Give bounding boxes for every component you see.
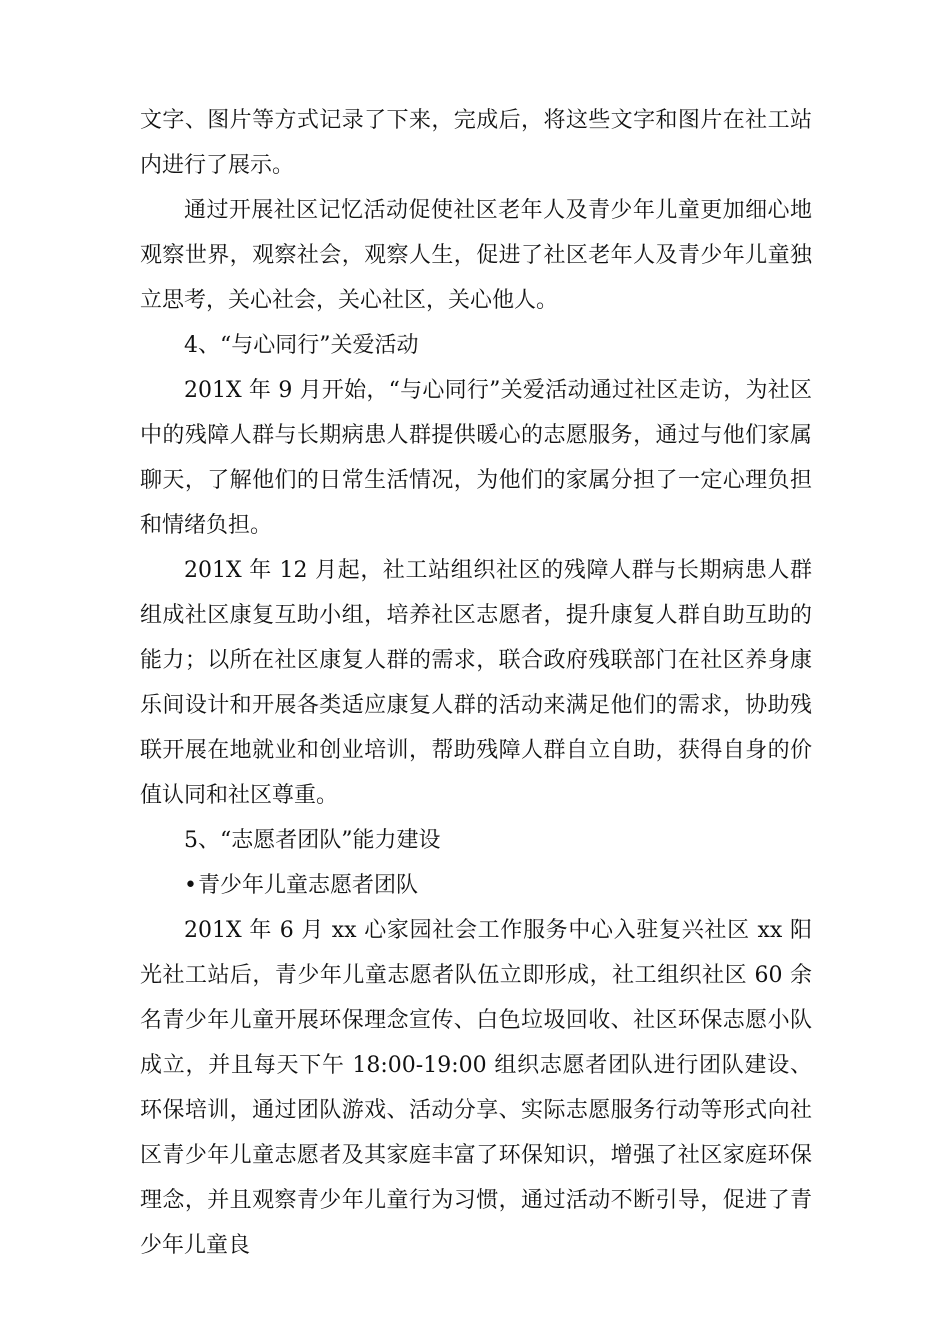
- section-heading-5: 5、“志愿者团队”能力建设: [184, 828, 441, 853]
- paragraph-community-memory-summary: 通过开展社区记忆活动促使社区老年人及青少年儿童更加细心地观察世界，观察社会，观察人生，促进了社区老年人及青少年儿童独立思考，关心社会，关心社区，关心他人。: [140, 198, 812, 313]
- bullet-item-label: 青少年儿童志愿者团队: [198, 873, 419, 898]
- paragraph-rehab-group-dec: 201X 年 12 月起，社工站组织社区的残障人群与长期病患人群组成社区康复互助小组，培养社区志愿者，提升康复人群自助互助的能力；以所在社区康复人群的需求，联合政府残联部门在社区养身康乐间设计和开展各类适应康复人群的活动来满足他们的需求，协助残联开展在地就业和创业培训，帮助残障人群自立自助，获得自身的价值认同和社区尊重。: [140, 558, 812, 808]
- bullet-icon: •: [184, 873, 197, 898]
- document-page: [140, 98, 812, 1268]
- paragraph-care-activity-sept: 201X 年 9 月开始，“与心同行”关爱活动通过社区走访，为社区中的残障人群与长期病患人群提供暖心的志愿服务，通过与他们家属聊天，了解他们的日常生活情况，为他们的家属分担了一定心理负担和情绪负担。: [140, 378, 812, 538]
- paragraph-continued: 文字、图片等方式记录了下来，完成后，将这些文字和图片在社工站内进行了展示。: [140, 108, 812, 178]
- section-heading-4: 4、“与心同行”关爱活动: [184, 333, 419, 358]
- bullet-item: [140, 863, 812, 908]
- paragraph-youth-volunteer-team: 201X 年 6 月 xx 心家园社会工作服务中心入驻复兴社区 xx 阳光社工站后，青少年儿童志愿者队伍立即形成，社工组织社区 60 余名青少年儿童开展环保理念宣传、白色垃圾回收、社区环保志愿小队成立，并且每天下午 18:00-19:00 组织志愿者团队进行团队建设、环保培训，通过团队游戏、活动分享、实际志愿服务行动等形式向社区青少年儿童志愿者及其家庭丰富了环保知识，增强了社区家庭环保理念，并且观察青少年儿童行为习惯，通过活动不断引导，促进了青少年儿童良: [140, 918, 812, 1258]
